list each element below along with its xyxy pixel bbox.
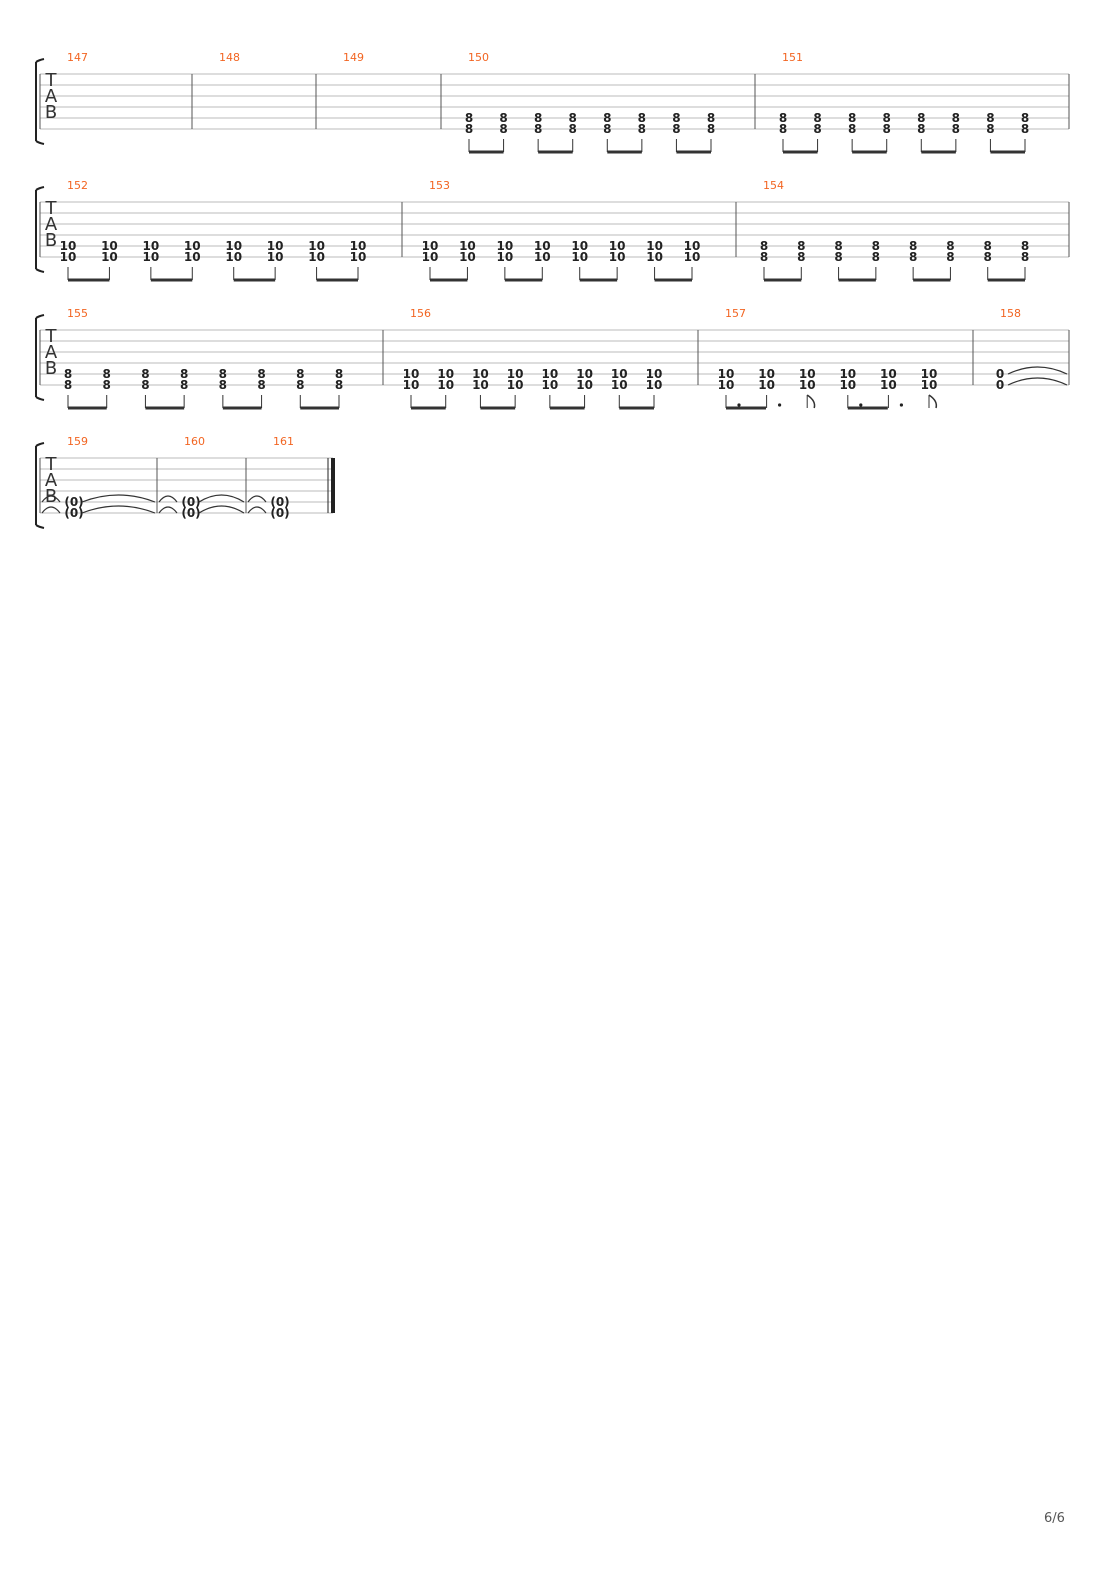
fret-number: 8 bbox=[499, 122, 508, 136]
measure bbox=[219, 51, 240, 64]
note-chord bbox=[64, 367, 72, 408]
fret-number: 8 bbox=[871, 239, 881, 253]
fret-number: 8 bbox=[759, 250, 769, 264]
fret-number: 8 bbox=[334, 378, 344, 392]
fret-number: 8 bbox=[778, 111, 788, 125]
fret-number: (0) bbox=[64, 506, 84, 520]
tab-clef-letter: B bbox=[44, 358, 58, 379]
note-chord bbox=[472, 367, 489, 408]
fret-number: 8 bbox=[218, 378, 228, 392]
tie-arc bbox=[248, 507, 266, 513]
fret-number: 8 bbox=[533, 122, 543, 136]
fret-number: 10 bbox=[646, 250, 663, 264]
fret-number: 8 bbox=[759, 239, 769, 253]
tie-arc bbox=[1008, 378, 1067, 385]
fret-number: 8 bbox=[637, 122, 647, 136]
note-chord bbox=[225, 239, 242, 280]
fret-number: 10 bbox=[402, 367, 420, 381]
fret-number: 10 bbox=[496, 239, 514, 253]
tie-arc bbox=[82, 506, 155, 513]
measure bbox=[718, 307, 938, 408]
tab-clef-letter: A bbox=[44, 86, 58, 107]
fret-number: 8 bbox=[603, 111, 612, 125]
note-chord bbox=[534, 111, 542, 152]
note-chord bbox=[465, 111, 473, 152]
fret-number: 8 bbox=[797, 239, 806, 253]
note-chord bbox=[141, 367, 149, 408]
page-number bbox=[1044, 1511, 1065, 1526]
fret-number: 10 bbox=[541, 367, 559, 381]
note-chord bbox=[883, 111, 891, 152]
measure-number: 151 bbox=[782, 51, 803, 64]
measure bbox=[60, 179, 367, 280]
tab-system bbox=[36, 179, 1069, 280]
note-chord bbox=[603, 111, 611, 152]
measure-number: 147 bbox=[67, 51, 88, 64]
note-chord bbox=[799, 367, 816, 408]
tab-clef-letter: T bbox=[45, 70, 57, 91]
measure bbox=[343, 51, 364, 64]
fret-number: 10 bbox=[717, 367, 735, 381]
fret-number: 10 bbox=[645, 367, 663, 381]
tie-arc bbox=[82, 495, 155, 502]
measure-number: 156 bbox=[410, 307, 431, 320]
note-chord bbox=[684, 239, 701, 280]
fret-number: 10 bbox=[798, 367, 816, 381]
fret-number: 10 bbox=[437, 378, 455, 392]
note-chord bbox=[760, 239, 768, 280]
fret-number: 10 bbox=[576, 367, 593, 381]
note-chord bbox=[459, 239, 476, 280]
measure bbox=[64, 307, 343, 408]
tie-arc bbox=[42, 507, 60, 513]
fret-number: 0 bbox=[995, 378, 1005, 392]
fret-number: 8 bbox=[986, 122, 995, 136]
note-chord bbox=[707, 111, 715, 152]
fret-number: 8 bbox=[1020, 111, 1030, 125]
measure-number: 152 bbox=[67, 179, 88, 192]
note-chord bbox=[335, 367, 343, 408]
tie-arc bbox=[159, 507, 177, 513]
note-chord bbox=[422, 239, 439, 280]
fret-number: 8 bbox=[1020, 122, 1030, 136]
note-chord bbox=[609, 239, 626, 280]
fret-number: 8 bbox=[951, 122, 961, 136]
page-current: 6 bbox=[1044, 1511, 1053, 1526]
measure-number: 149 bbox=[343, 51, 364, 64]
fret-number: 8 bbox=[834, 250, 843, 264]
fret-number: 10 bbox=[506, 367, 524, 381]
rhythm-dot bbox=[859, 403, 862, 406]
tie-arc bbox=[1008, 367, 1067, 374]
note-chord bbox=[499, 111, 507, 152]
tab-clef-letter: B bbox=[44, 230, 58, 251]
fret-number: 8 bbox=[637, 111, 647, 125]
fret-number: 10 bbox=[571, 250, 589, 264]
note-chord bbox=[848, 111, 856, 152]
fret-number: 10 bbox=[308, 250, 325, 264]
fret-number: 8 bbox=[672, 111, 681, 125]
note-chord bbox=[257, 367, 265, 408]
note-chord bbox=[542, 367, 559, 408]
fret-number: 10 bbox=[880, 378, 897, 392]
fret-number: 8 bbox=[908, 239, 918, 253]
fret-number: 8 bbox=[951, 111, 961, 125]
note-chord bbox=[611, 367, 628, 408]
note-chord bbox=[308, 239, 325, 280]
note-chord bbox=[1021, 239, 1029, 280]
fret-number: 8 bbox=[499, 111, 508, 125]
measure bbox=[159, 435, 244, 520]
fret-number: 10 bbox=[533, 239, 551, 253]
fret-number: 8 bbox=[141, 378, 150, 392]
fret-number: 8 bbox=[179, 378, 189, 392]
measure-number: 155 bbox=[67, 307, 88, 320]
note-chord bbox=[718, 367, 741, 408]
fret-number: 10 bbox=[101, 250, 118, 264]
fret-number: 10 bbox=[839, 367, 857, 381]
fret-number: 8 bbox=[834, 239, 843, 253]
fret-number: 10 bbox=[798, 378, 816, 392]
rhythm-dot bbox=[778, 403, 781, 406]
tab-clef-letter: A bbox=[44, 470, 58, 491]
fret-number: 10 bbox=[266, 239, 284, 253]
fret-number: 8 bbox=[983, 250, 992, 264]
fret-number: 10 bbox=[646, 239, 663, 253]
note-chord bbox=[834, 239, 842, 280]
fret-number: (0) bbox=[270, 495, 290, 509]
note-chord bbox=[672, 111, 680, 152]
measure bbox=[465, 51, 715, 152]
fret-number: 10 bbox=[142, 250, 160, 264]
tab-system bbox=[36, 307, 1069, 408]
fret-number: 8 bbox=[917, 122, 926, 136]
fret-number: (0) bbox=[270, 506, 290, 520]
note-chord bbox=[403, 367, 420, 408]
fret-number: 10 bbox=[225, 239, 243, 253]
note-chord bbox=[296, 367, 304, 408]
note-chord bbox=[42, 495, 155, 520]
fret-number: 10 bbox=[225, 250, 243, 264]
fret-number: 10 bbox=[402, 378, 420, 392]
fret-number: 8 bbox=[603, 122, 612, 136]
fret-number: 8 bbox=[179, 367, 189, 381]
fret-number: 0 bbox=[995, 367, 1005, 381]
fret-number: 10 bbox=[920, 378, 938, 392]
note-chord bbox=[779, 111, 787, 152]
fret-number: 8 bbox=[917, 111, 926, 125]
note-chord bbox=[758, 367, 781, 408]
note-chord bbox=[576, 367, 593, 408]
note-chord bbox=[984, 239, 992, 280]
tab-clef-letter: T bbox=[45, 198, 57, 219]
fret-number: 10 bbox=[541, 378, 559, 392]
fret-number: 8 bbox=[334, 367, 344, 381]
fret-number: 10 bbox=[308, 239, 325, 253]
fret-number: 10 bbox=[183, 239, 201, 253]
fret-number: 8 bbox=[672, 122, 681, 136]
fret-number: 10 bbox=[608, 239, 626, 253]
note-chord bbox=[646, 367, 663, 408]
rhythm-dot bbox=[737, 403, 740, 406]
measure-number: 160 bbox=[184, 435, 205, 448]
fret-number: 8 bbox=[778, 122, 788, 136]
note-chord bbox=[569, 111, 577, 152]
fret-number: 10 bbox=[349, 250, 367, 264]
fret-number: 10 bbox=[421, 239, 439, 253]
fret-number: 8 bbox=[882, 122, 891, 136]
fret-number: 8 bbox=[946, 250, 955, 264]
fret-number: 10 bbox=[59, 250, 77, 264]
note-chord bbox=[180, 367, 188, 408]
note-chord bbox=[507, 367, 524, 408]
fret-number: 8 bbox=[1020, 239, 1030, 253]
note-chord bbox=[917, 111, 925, 152]
note-chord bbox=[872, 239, 880, 280]
rhythm-dot bbox=[900, 403, 903, 406]
fret-number: 8 bbox=[986, 111, 995, 125]
measure bbox=[996, 307, 1067, 392]
fret-number: 8 bbox=[706, 122, 716, 136]
measure-number: 148 bbox=[219, 51, 240, 64]
fret-number: 10 bbox=[101, 239, 118, 253]
fret-number: 10 bbox=[683, 239, 701, 253]
fret-number: 8 bbox=[533, 111, 543, 125]
fret-number: 8 bbox=[706, 111, 716, 125]
fret-number: 8 bbox=[568, 122, 577, 136]
note-chord bbox=[60, 239, 77, 280]
tie-arc bbox=[199, 495, 244, 502]
note-chord bbox=[638, 111, 646, 152]
note-chord bbox=[571, 239, 588, 280]
tab-clef-letter: B bbox=[44, 102, 58, 123]
fret-number: 8 bbox=[141, 367, 150, 381]
fret-number: 10 bbox=[576, 378, 593, 392]
note-chord bbox=[159, 495, 244, 520]
note-chord bbox=[996, 367, 1067, 392]
fret-number: 8 bbox=[257, 367, 266, 381]
fret-number: 10 bbox=[758, 378, 775, 392]
measure bbox=[422, 179, 701, 280]
fret-number: (0) bbox=[181, 506, 201, 520]
tie-arc bbox=[159, 496, 177, 502]
fret-number: 10 bbox=[472, 378, 489, 392]
fret-number: 10 bbox=[683, 250, 701, 264]
fret-number: 10 bbox=[610, 367, 628, 381]
note-chord bbox=[350, 239, 367, 280]
fret-number: 8 bbox=[464, 122, 474, 136]
fret-number: 8 bbox=[813, 111, 822, 125]
fret-number: 10 bbox=[571, 239, 589, 253]
note-chord bbox=[952, 111, 960, 152]
note-chord bbox=[534, 239, 551, 280]
tab-clef-letter: A bbox=[44, 214, 58, 235]
note-chord bbox=[143, 239, 160, 280]
fret-number: 8 bbox=[218, 367, 228, 381]
note-chord bbox=[184, 239, 201, 280]
fret-number: 8 bbox=[983, 239, 992, 253]
tab-clef-letter: A bbox=[44, 342, 58, 363]
fret-number: 8 bbox=[908, 250, 918, 264]
fret-number: 10 bbox=[437, 367, 455, 381]
fret-number: 8 bbox=[464, 111, 474, 125]
measure-number: 159 bbox=[67, 435, 88, 448]
note-chord bbox=[986, 111, 994, 152]
fret-number: (0) bbox=[181, 495, 201, 509]
fret-number: 10 bbox=[533, 250, 551, 264]
note-chord bbox=[1021, 111, 1029, 152]
measure bbox=[248, 435, 294, 520]
fret-number: 10 bbox=[59, 239, 77, 253]
note-chord bbox=[248, 495, 290, 520]
fret-number: 10 bbox=[421, 250, 439, 264]
fret-number: 10 bbox=[608, 250, 626, 264]
fret-number: 8 bbox=[946, 239, 955, 253]
fret-number: 8 bbox=[102, 378, 111, 392]
fret-number: 10 bbox=[266, 250, 284, 264]
fret-number: 8 bbox=[847, 122, 857, 136]
tie-arc bbox=[248, 496, 266, 502]
fret-number: 8 bbox=[296, 378, 305, 392]
note-flag bbox=[807, 395, 814, 408]
measure-number: 158 bbox=[1000, 307, 1021, 320]
note-chord bbox=[946, 239, 954, 280]
fret-number: 8 bbox=[63, 378, 73, 392]
note-chord bbox=[880, 367, 903, 408]
fret-number: 10 bbox=[459, 250, 476, 264]
fret-number: 10 bbox=[610, 378, 628, 392]
fret-number: 10 bbox=[880, 367, 897, 381]
fret-number: 10 bbox=[349, 239, 367, 253]
tab-clef-letter: B bbox=[44, 486, 58, 507]
fret-number: 10 bbox=[459, 239, 476, 253]
fret-number: 10 bbox=[496, 250, 514, 264]
fret-number: 8 bbox=[847, 111, 857, 125]
note-chord bbox=[101, 239, 118, 280]
fret-number: 10 bbox=[183, 250, 201, 264]
fret-number: 10 bbox=[839, 378, 857, 392]
fret-number: 10 bbox=[645, 378, 663, 392]
note-chord bbox=[103, 367, 111, 408]
fret-number: 8 bbox=[882, 111, 891, 125]
note-chord bbox=[921, 367, 938, 408]
fret-number: 8 bbox=[871, 250, 881, 264]
tab-clef-letter: T bbox=[45, 326, 57, 347]
fret-number: 10 bbox=[506, 378, 524, 392]
tab-system bbox=[36, 51, 1069, 152]
measure bbox=[779, 51, 1029, 152]
note-flag bbox=[929, 395, 936, 408]
fret-number: 8 bbox=[1020, 250, 1030, 264]
measure bbox=[42, 435, 155, 520]
fret-number: 8 bbox=[257, 378, 266, 392]
measure bbox=[760, 179, 1029, 280]
note-chord bbox=[219, 367, 227, 408]
measure-number: 154 bbox=[763, 179, 784, 192]
note-chord bbox=[797, 239, 805, 280]
tie-arc bbox=[199, 506, 244, 513]
fret-number: 8 bbox=[797, 250, 806, 264]
fret-number: 8 bbox=[568, 111, 577, 125]
note-chord bbox=[646, 239, 663, 280]
fret-number: 8 bbox=[63, 367, 73, 381]
measure-number: 157 bbox=[725, 307, 746, 320]
fret-number: 10 bbox=[717, 378, 735, 392]
fret-number: 10 bbox=[142, 239, 160, 253]
fret-number: 8 bbox=[296, 367, 305, 381]
note-chord bbox=[437, 367, 454, 408]
measure-number: 150 bbox=[468, 51, 489, 64]
fret-number: 8 bbox=[102, 367, 111, 381]
note-chord bbox=[909, 239, 917, 280]
note-chord bbox=[839, 367, 862, 408]
note-chord bbox=[267, 239, 284, 280]
measure-number: 161 bbox=[273, 435, 294, 448]
page-separator: / bbox=[1052, 1511, 1057, 1526]
fret-number: 10 bbox=[758, 367, 775, 381]
note-chord bbox=[813, 111, 821, 152]
measure-number: 153 bbox=[429, 179, 450, 192]
fret-number: 10 bbox=[472, 367, 489, 381]
tab-system bbox=[36, 435, 333, 528]
measure bbox=[403, 307, 663, 408]
fret-number: (0) bbox=[64, 495, 84, 509]
fret-number: 10 bbox=[920, 367, 938, 381]
fret-number: 8 bbox=[813, 122, 822, 136]
page-total: 6 bbox=[1056, 1511, 1065, 1526]
note-chord bbox=[497, 239, 514, 280]
tab-clef-letter: T bbox=[45, 454, 57, 475]
measure bbox=[67, 51, 88, 64]
